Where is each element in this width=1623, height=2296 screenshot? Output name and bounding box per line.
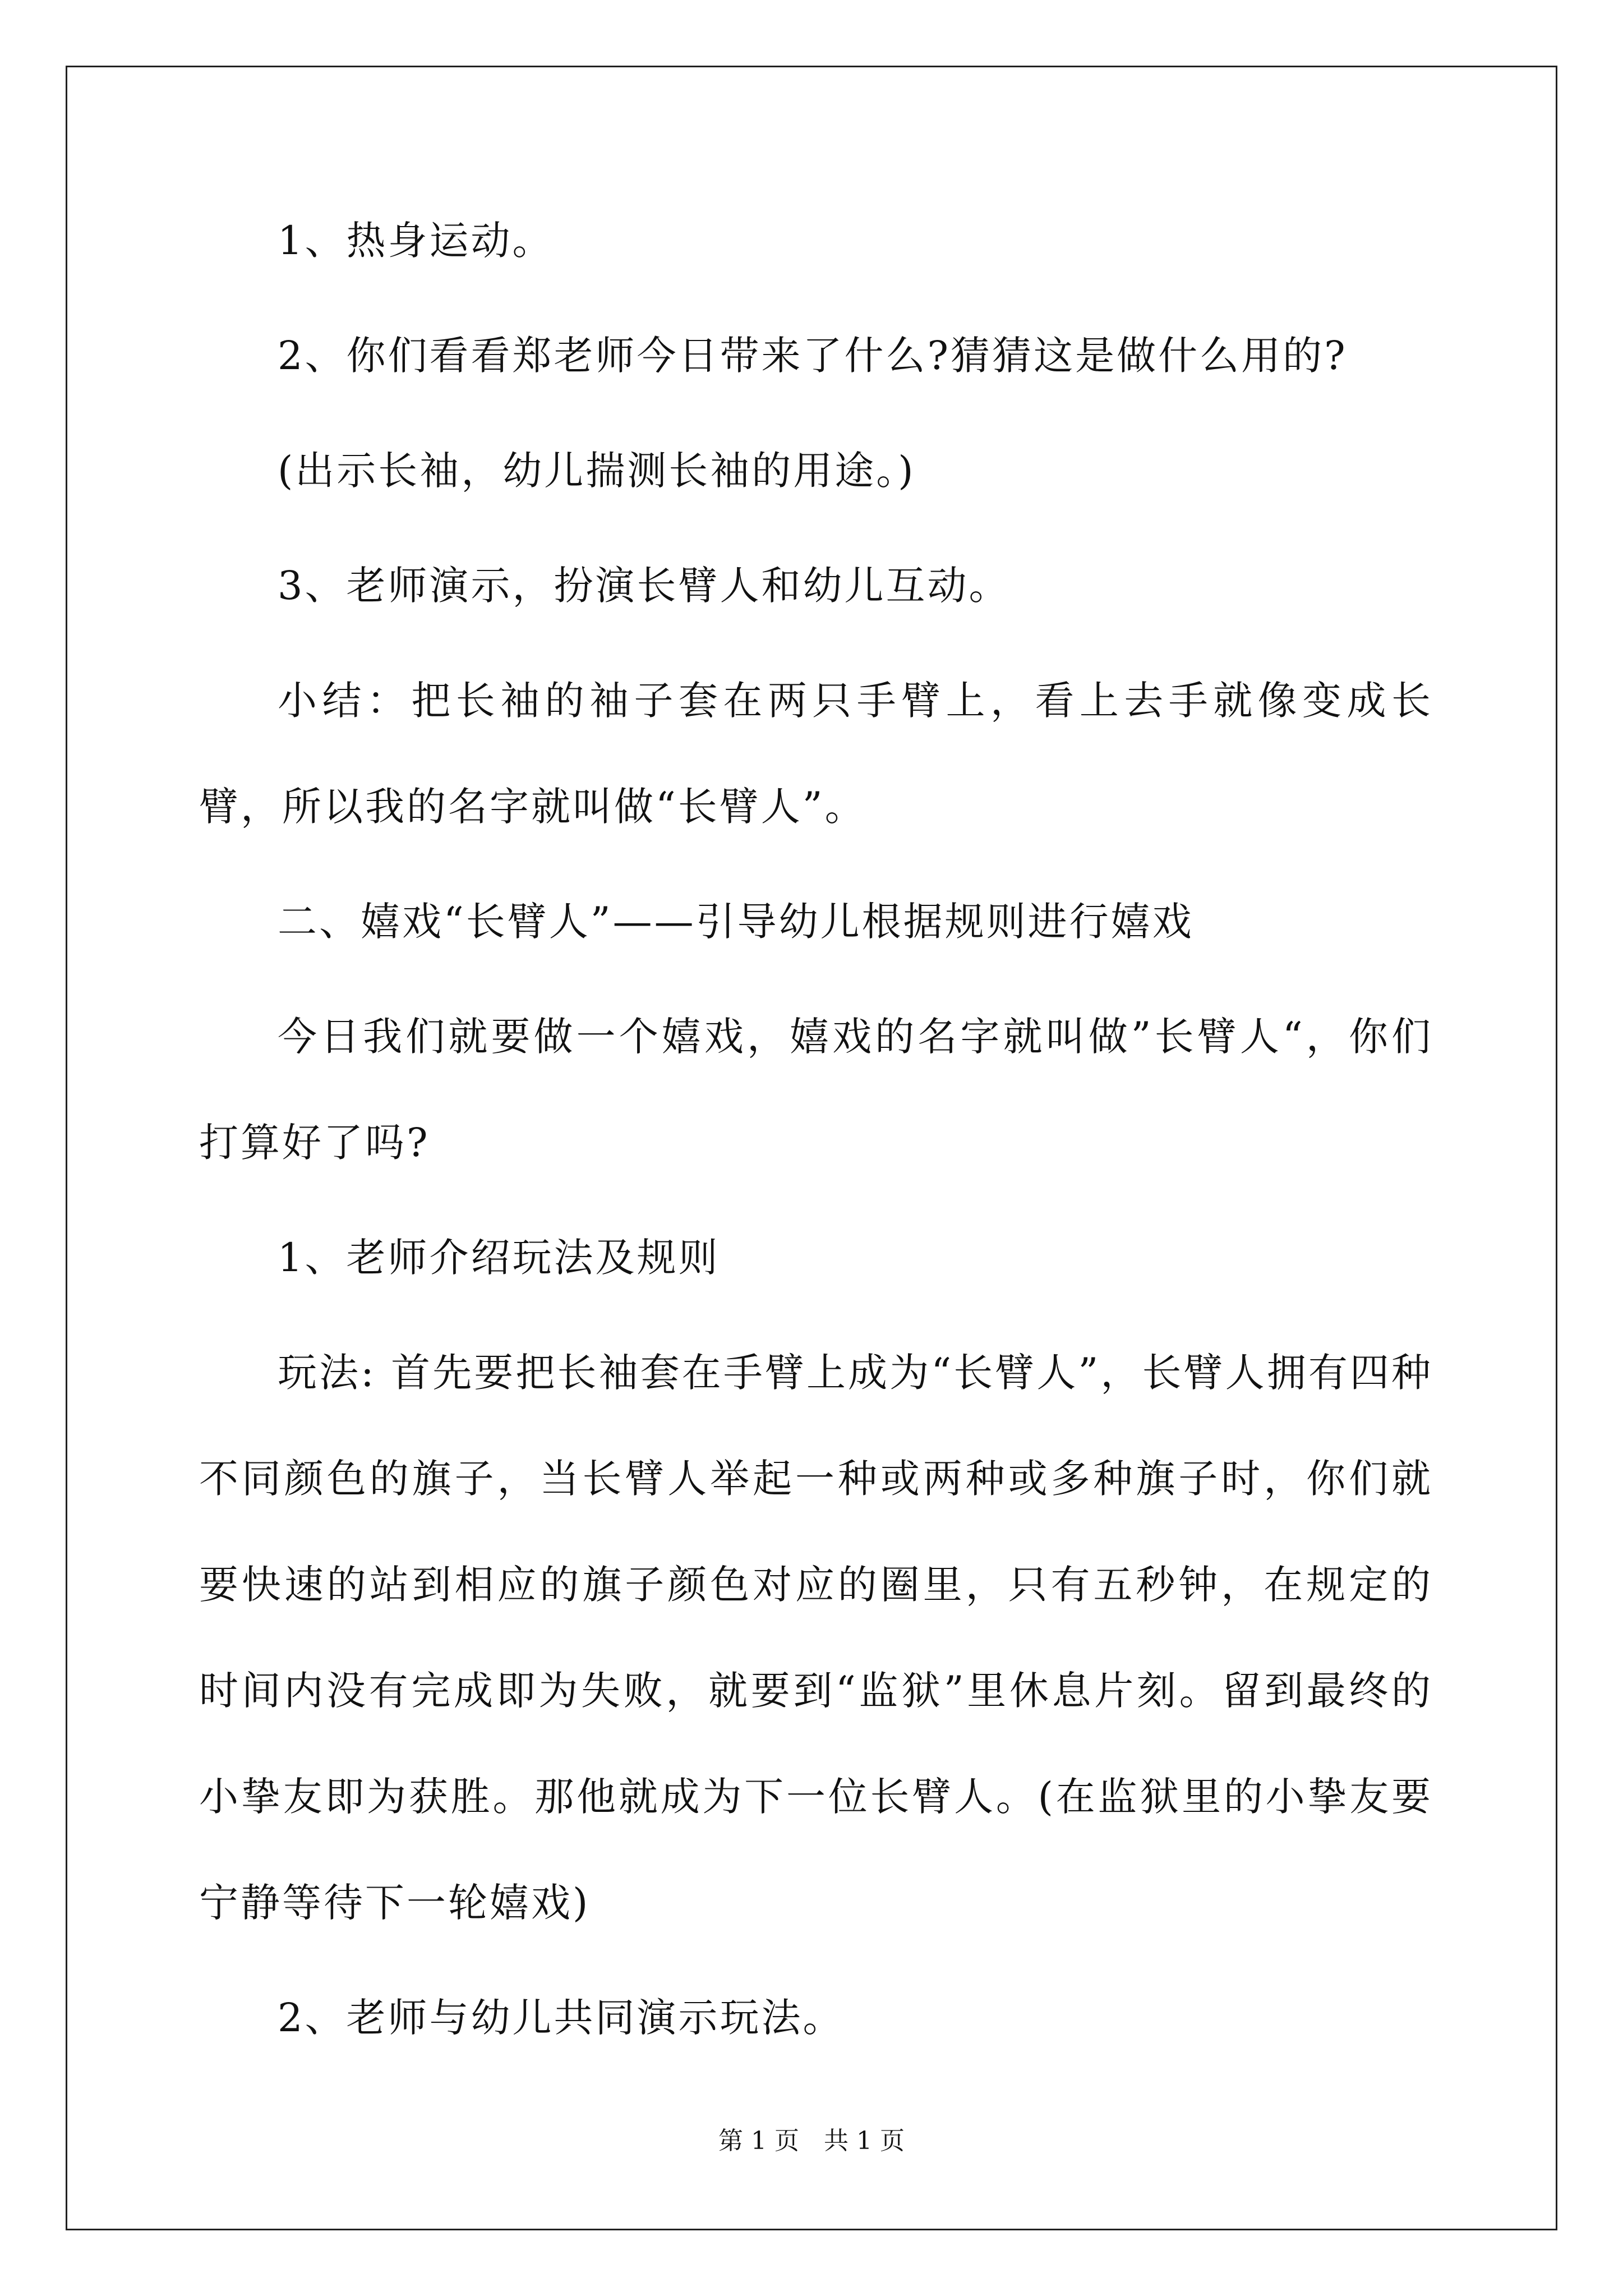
paragraph-joint-demo: 2、老师与幼儿共同演示玩法。 [278,1995,845,2041]
page-number-footer: 第 1 页 共 1 页 [718,2127,905,2155]
paragraph-show-sleeve: (出示长袖，幼儿揣测长袖的用途。) [278,448,916,494]
document-body [199,214,1433,2106]
paragraph-warmup: 1、热身运动。 [278,218,554,264]
paragraph-summary: 小结：把长袖的袖子套在两只手臂上，看上去手就像变成长臂，所以我的名字就叫做“长臂人”。 [199,678,1433,830]
paragraph-section-two-heading: 二、嬉戏“长臂人”——引导幼儿根据规则进行嬉戏 [278,899,1194,945]
paragraph-game-intro: 今日我们就要做一个嬉戏，嬉戏的名字就叫做”长臂人“，你们打算好了吗? [199,1014,1433,1166]
paragraph-teacher-demo: 3、老师演示，扮演长臂人和幼儿互动。 [278,563,1011,609]
paragraph-rules: 玩法: 首先要把长袖套在手臂上成为“长臂人”，长臂人拥有四种不同颜色的旗子，当长臂人举起一种或两种或多种旗子时，你们就要快速的站到相应的旗子颜色对应的圈里，只有五秒钟，在规定的时间内没有完成即为失败，就要到“监狱”里休息片刻。留到最终的小挚友即为获胜。那他就成为下一位长臂人。(在监狱里的小挚友要宁静等待下一轮嬉戏) [199,1350,1433,1926]
paragraph-question: 2、你们看看郑老师今日带来了什么?猜猜这是做什么用的? [278,333,1348,379]
paragraph-rules-heading: 1、老师介绍玩法及规则 [278,1235,720,1281]
